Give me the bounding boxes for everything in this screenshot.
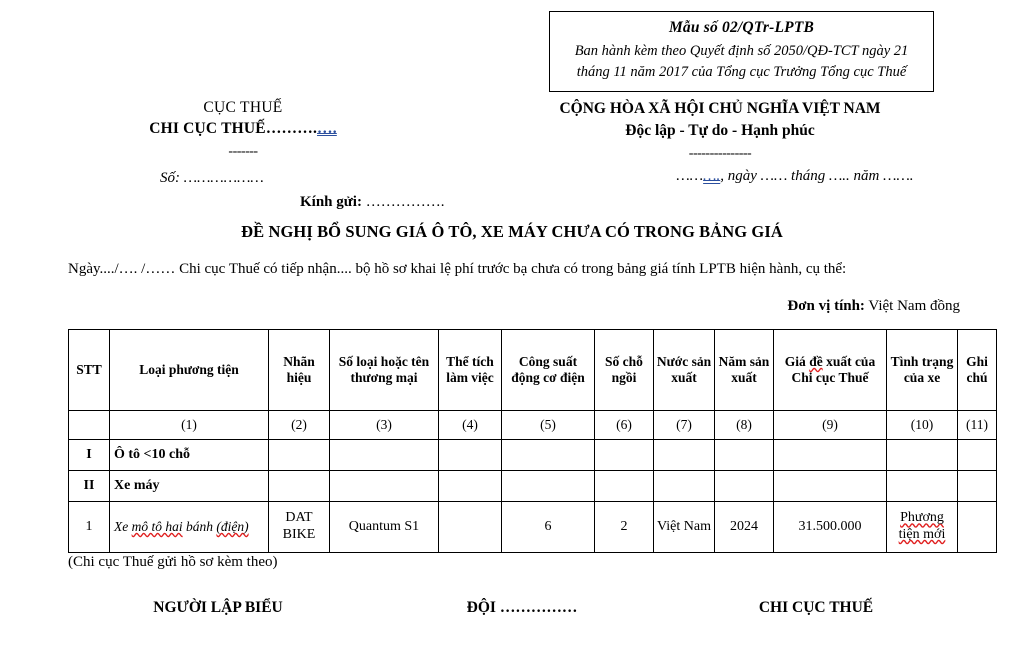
page-title: ĐỀ NGHỊ BỔ SUNG GIÁ Ô TÔ, XE MÁY CHƯA CÓ TRONG BẢNG GIÁ xyxy=(241,222,783,241)
form-code: Mẫu số 02/QTr-LPTB xyxy=(668,19,815,36)
cell-brand xyxy=(269,440,330,471)
department-rule: ------- xyxy=(228,143,258,159)
department-name: CHI CỤC THUẾ………. xyxy=(149,119,318,137)
cell-country xyxy=(654,471,715,502)
department-line-2 xyxy=(78,119,408,140)
form-issue-line-1: Ban hành kèm theo Quyết định số 2050/QĐ-TCT ngày 21 xyxy=(574,42,909,59)
colnum-2: (2) xyxy=(269,411,330,440)
colnum-9: (9) xyxy=(774,411,887,440)
header-note: Ghi chú xyxy=(958,330,997,411)
header-condition: Tình trạng của xe xyxy=(887,330,958,411)
header-brand: Nhãn hiệu xyxy=(269,330,330,411)
department-name-marked: …. xyxy=(317,119,337,137)
signature-tax-office: CHI CỤC THUẾ xyxy=(758,599,874,616)
colnum-8: (8) xyxy=(715,411,774,440)
header-engine-volume: Thể tích làm việc xyxy=(439,330,502,411)
cell-country: Việt Nam xyxy=(654,502,715,553)
header-country: Nước sản xuất xyxy=(654,330,715,411)
vehicle-type-pre: Xe xyxy=(114,519,132,535)
cell-seats xyxy=(595,440,654,471)
cell-condition: Phương tiện mới xyxy=(887,502,958,553)
unit-label: Đơn vị tính: xyxy=(787,298,865,314)
national-header xyxy=(470,98,970,164)
form-code-box xyxy=(549,11,934,92)
date-rest: , ngày …… tháng ….. năm ……. xyxy=(720,168,914,184)
vehicle-type-marked-2: (điện) xyxy=(216,519,249,535)
cell-model xyxy=(330,471,439,502)
national-rule: --------------- xyxy=(688,146,752,161)
table-row xyxy=(69,471,997,502)
cell-volume xyxy=(439,471,502,502)
cell-year xyxy=(715,440,774,471)
vehicle-price-table xyxy=(68,329,997,553)
cell-condition xyxy=(887,440,958,471)
cell-note xyxy=(958,471,997,502)
cell-stt: 1 xyxy=(69,502,110,553)
cell-year: 2024 xyxy=(715,502,774,553)
unit-value: Việt Nam đồng xyxy=(868,298,960,314)
cell-year xyxy=(715,471,774,502)
intro-paragraph: Ngày..../…. /…… Chi cục Thuế có tiếp nhận.... bộ hồ sơ khai lệ phí trước bạ chưa có trong bảng giá tính LPTB hiện hành, cụ thể: xyxy=(68,261,847,277)
colnum-0 xyxy=(69,411,110,440)
cell-price: 31.500.000 xyxy=(774,502,887,553)
table-header-row xyxy=(69,330,997,411)
cell-brand: DAT BIKE xyxy=(269,502,330,553)
vehicle-type-mid: bánh xyxy=(182,519,217,535)
cell-model: Quantum S1 xyxy=(330,502,439,553)
header-vehicle-type: Loại phương tiện xyxy=(110,330,269,411)
colnum-11: (11) xyxy=(958,411,997,440)
national-motto: Độc lập - Tự do - Hạnh phúc xyxy=(625,122,815,139)
cell-volume xyxy=(439,440,502,471)
cell-note xyxy=(958,502,997,553)
cell-volume xyxy=(439,502,502,553)
header-proposed-price xyxy=(774,330,887,411)
cell-seats: 2 xyxy=(595,502,654,553)
date-prefix-marked: …. xyxy=(703,168,721,184)
colnum-6: (6) xyxy=(595,411,654,440)
attachment-note: (Chi cục Thuế gửi hồ sơ kèm theo) xyxy=(68,554,278,570)
unit-line xyxy=(0,298,960,315)
colnum-5: (5) xyxy=(502,411,595,440)
cell-country xyxy=(654,440,715,471)
recipient-line xyxy=(300,194,640,211)
header-stt: STT xyxy=(69,330,110,411)
date-prefix: …… xyxy=(676,168,704,184)
colnum-4: (4) xyxy=(439,411,502,440)
header-model: Số loại hoặc tên thương mại xyxy=(330,330,439,411)
department-line-1: CỤC THUẾ xyxy=(203,99,283,116)
cell-power xyxy=(502,471,595,502)
recipient-label: Kính gửi: xyxy=(300,194,362,210)
colnum-3: (3) xyxy=(330,411,439,440)
header-electric-power: Công suất động cơ điện xyxy=(502,330,595,411)
vehicle-type-marked: mô tô hai xyxy=(131,519,183,535)
header-year: Năm sản xuất xyxy=(715,330,774,411)
cell-power: 6 xyxy=(502,502,595,553)
cell-brand xyxy=(269,471,330,502)
cell-condition xyxy=(887,471,958,502)
table-row xyxy=(69,440,997,471)
recipient-value: ……………. xyxy=(365,194,445,210)
cell-price xyxy=(774,471,887,502)
header-price-marked: đề xyxy=(809,354,823,370)
cell-power xyxy=(502,440,595,471)
group-index: I xyxy=(69,440,110,471)
group-label: Ô tô <10 chỗ xyxy=(110,440,269,471)
signature-preparer: NGƯỜI LẬP BIỂU xyxy=(153,599,283,616)
colnum-1: (1) xyxy=(110,411,269,440)
form-issue-line-2: tháng 11 năm 2017 của Tổng cục Trưởng Tổng cục Thuế xyxy=(576,64,907,81)
cell-vehicle-type xyxy=(110,502,269,553)
header-price-pre: Giá xyxy=(784,354,810,370)
group-label: Xe máy xyxy=(110,471,269,502)
cell-model xyxy=(330,440,439,471)
header-price-post: xuất của Chi cục Thuế xyxy=(791,354,876,385)
group-index: II xyxy=(69,471,110,502)
header-seats: Số chỗ ngồi xyxy=(595,330,654,411)
national-title: CỘNG HÒA XÃ HỘI CHỦ NGHĨA VIỆT NAM xyxy=(559,100,881,117)
document-number-field: Số: ……………… xyxy=(160,170,264,186)
department-header xyxy=(78,98,408,162)
cell-price xyxy=(774,440,887,471)
cell-note xyxy=(958,440,997,471)
signature-row xyxy=(68,599,956,617)
cell-seats xyxy=(595,471,654,502)
table-column-number-row xyxy=(69,411,997,440)
date-field xyxy=(620,168,970,185)
signature-team: ĐỘI …………… xyxy=(466,599,578,616)
colnum-7: (7) xyxy=(654,411,715,440)
colnum-10: (10) xyxy=(887,411,958,440)
table-row xyxy=(69,502,997,553)
